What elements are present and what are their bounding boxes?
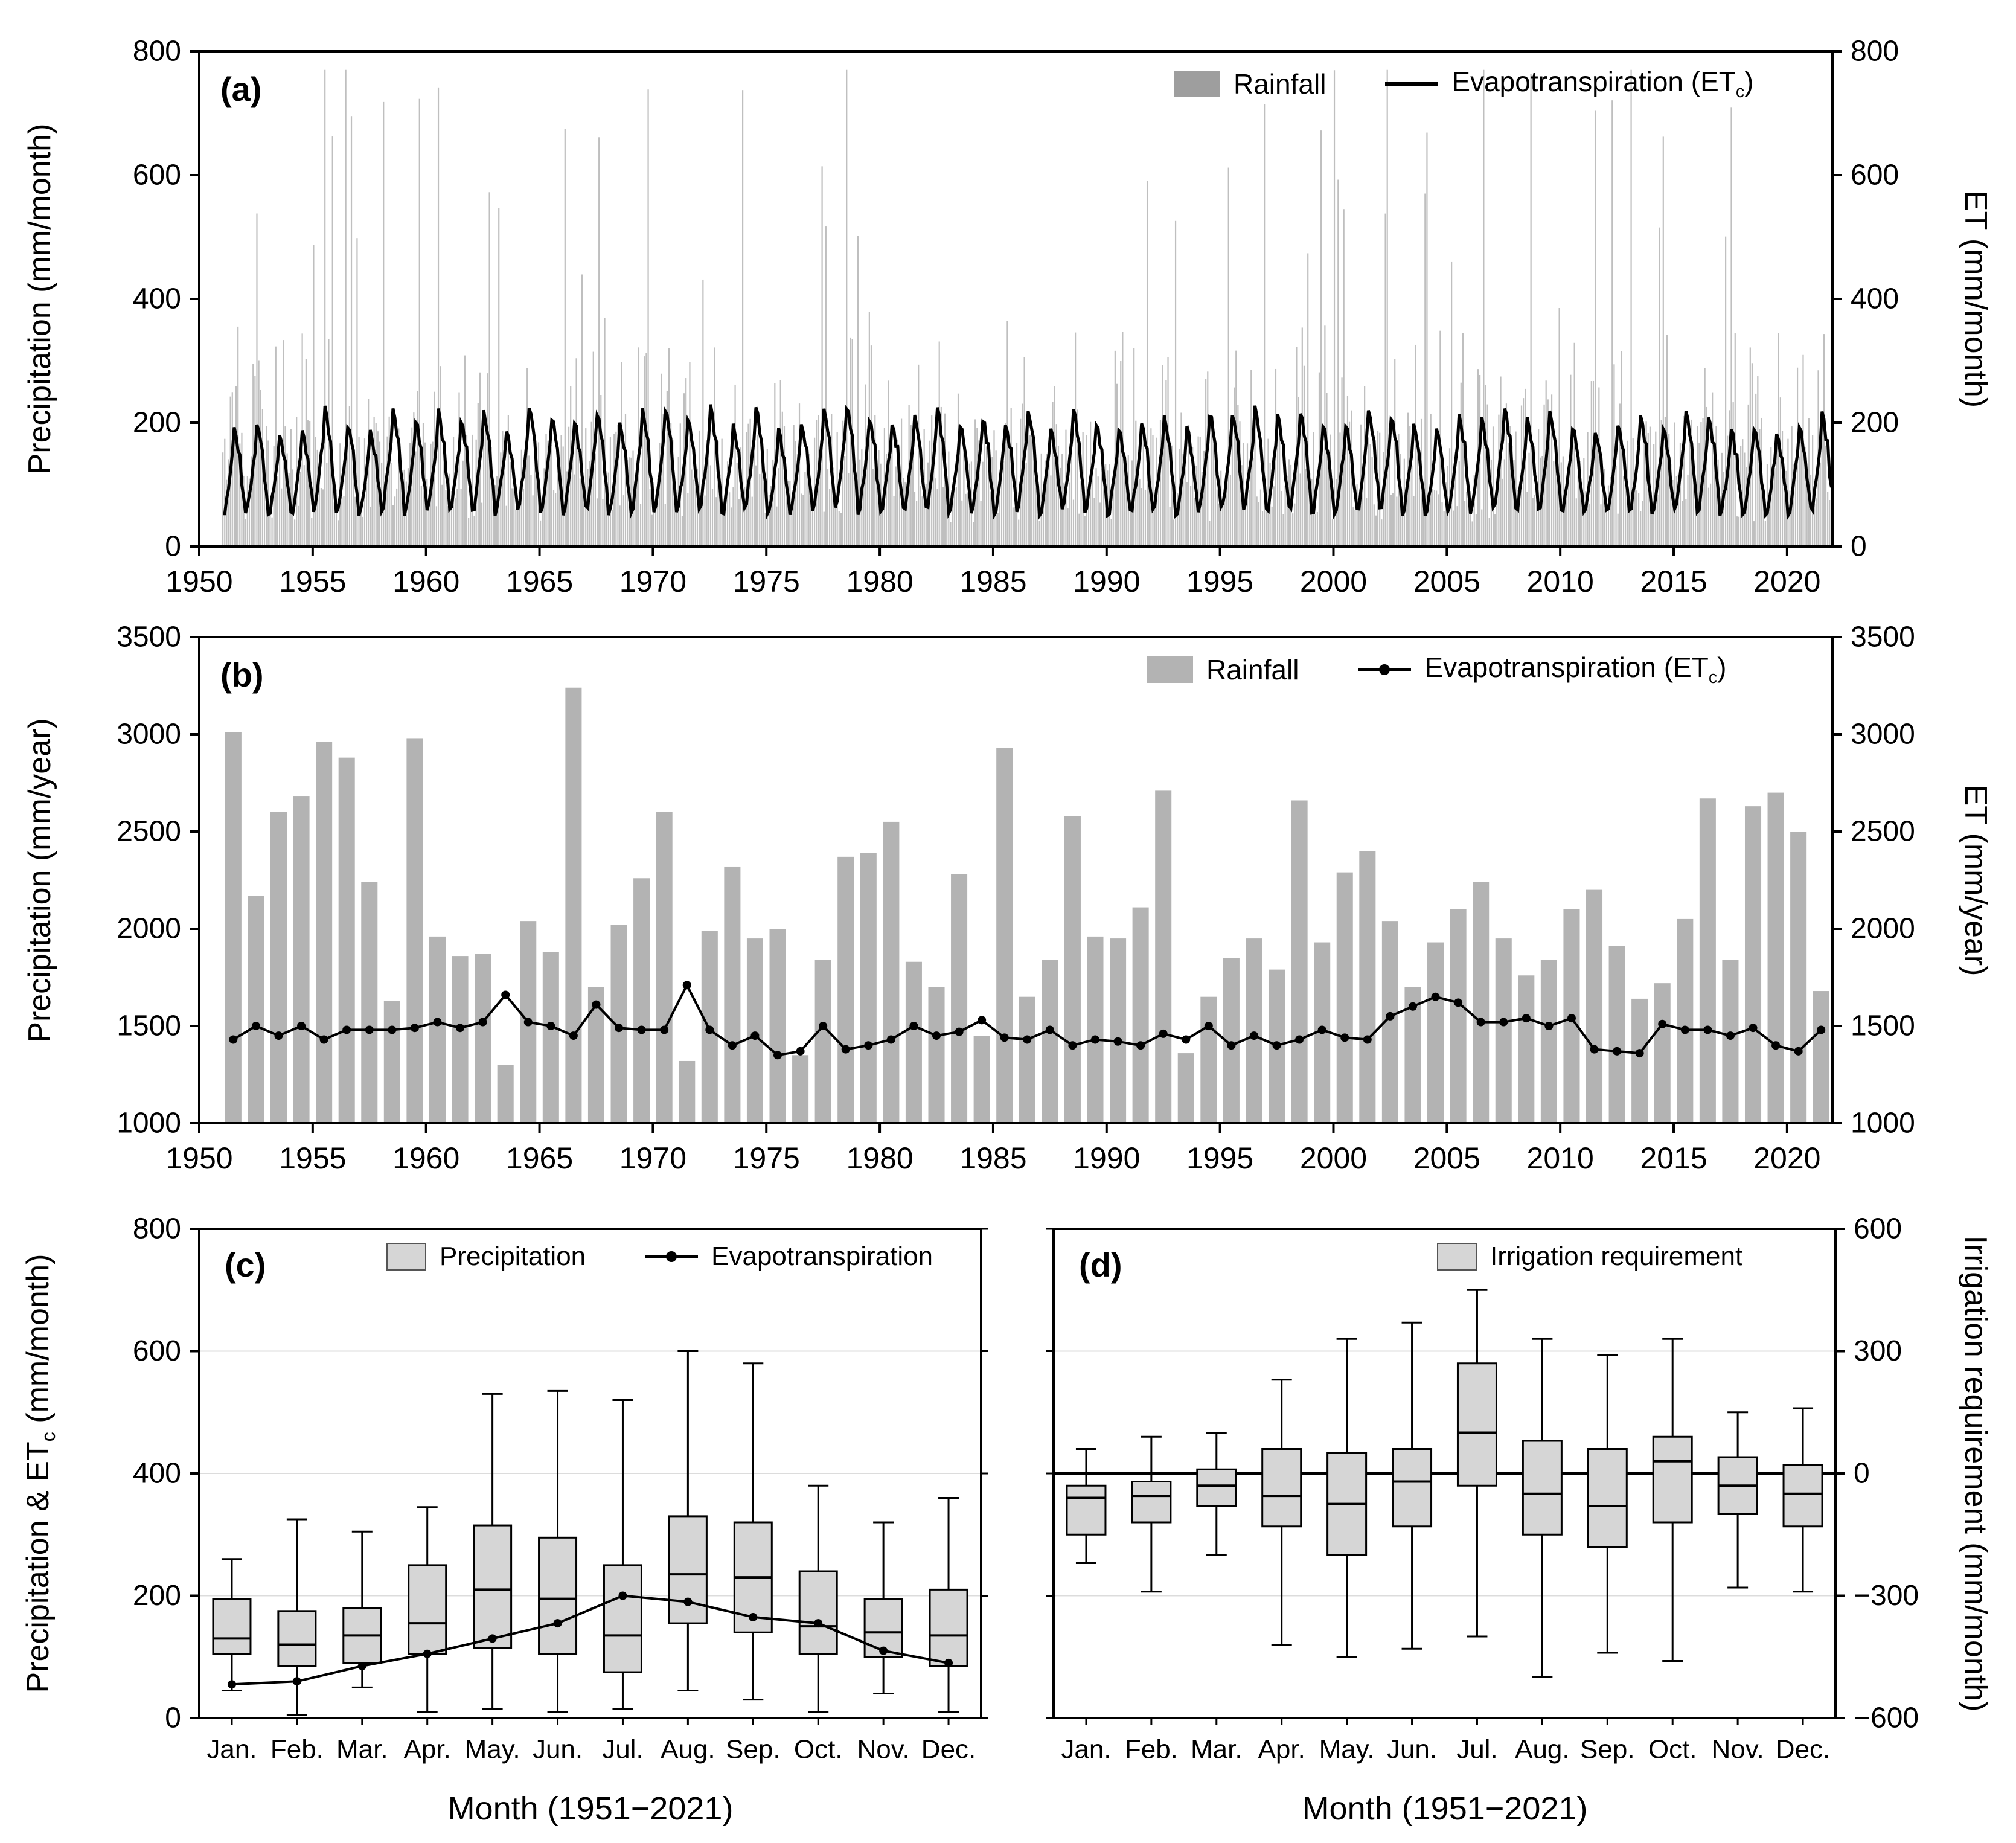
svg-text:600: 600 xyxy=(1851,159,1899,191)
svg-text:0: 0 xyxy=(1854,1457,1870,1490)
svg-text:2015: 2015 xyxy=(1640,1141,1707,1175)
rainfall-swatch xyxy=(1147,656,1193,683)
svg-text:1965: 1965 xyxy=(505,565,574,598)
svg-text:Nov.: Nov. xyxy=(1711,1734,1764,1764)
panel-c-x-title: Month (1951−2021) xyxy=(447,1790,734,1827)
svg-text:−600: −600 xyxy=(1854,1702,1919,1734)
panel-b-legend-et xyxy=(1358,651,1726,688)
svg-text:Nov.: Nov. xyxy=(857,1734,910,1764)
panel-b-y-right-label: ET (mm/year) xyxy=(1958,784,1993,976)
svg-text:0: 0 xyxy=(165,530,181,563)
svg-text:Jul.: Jul. xyxy=(1456,1734,1498,1764)
svg-text:600: 600 xyxy=(1854,1213,1902,1245)
svg-text:2010: 2010 xyxy=(1526,1141,1594,1175)
svg-text:1500: 1500 xyxy=(117,1010,181,1042)
svg-text:400: 400 xyxy=(132,283,181,315)
svg-text:300: 300 xyxy=(1854,1335,1902,1367)
svg-text:Jan.: Jan. xyxy=(206,1734,257,1764)
svg-text:3000: 3000 xyxy=(117,718,181,751)
svg-text:400: 400 xyxy=(132,1457,181,1490)
svg-text:1950: 1950 xyxy=(165,1141,233,1175)
svg-text:2000: 2000 xyxy=(117,912,181,945)
irrigation-legend-label: Irrigation requirement xyxy=(1490,1242,1743,1271)
rainfall-swatch xyxy=(1174,71,1220,97)
precipitation-swatch xyxy=(386,1243,426,1271)
svg-text:800: 800 xyxy=(132,1213,181,1245)
svg-text:1000: 1000 xyxy=(117,1107,181,1139)
et-line-sample xyxy=(1385,82,1438,86)
svg-text:600: 600 xyxy=(132,1335,181,1367)
svg-text:May.: May. xyxy=(464,1734,520,1764)
svg-text:3500: 3500 xyxy=(1851,621,1915,653)
panel-a-y-right-label: ET (mm/month) xyxy=(1958,190,1993,408)
svg-text:Feb.: Feb. xyxy=(1124,1734,1178,1764)
svg-text:2000: 2000 xyxy=(1299,1141,1368,1175)
svg-text:200: 200 xyxy=(132,1580,181,1612)
svg-text:Jun.: Jun. xyxy=(1386,1734,1438,1764)
svg-text:1000: 1000 xyxy=(1851,1107,1915,1139)
panel-a-legend-rainfall xyxy=(1174,68,1326,100)
panel-d-x-title: Month (1951−2021) xyxy=(1302,1790,1588,1827)
svg-text:3500: 3500 xyxy=(117,621,181,653)
svg-text:Feb.: Feb. xyxy=(270,1734,324,1764)
svg-text:2000: 2000 xyxy=(1851,912,1915,945)
svg-text:800: 800 xyxy=(1851,35,1899,68)
rainfall-legend-label: Rainfall xyxy=(1234,68,1326,100)
svg-text:2020: 2020 xyxy=(1753,565,1821,598)
panel-a-letter: (a) xyxy=(220,70,262,108)
svg-text:1955: 1955 xyxy=(279,1141,347,1175)
et-line-dot-sample xyxy=(1358,668,1411,671)
panel-b-legend xyxy=(1147,651,1726,688)
svg-text:Aug.: Aug. xyxy=(661,1734,715,1764)
svg-text:2015: 2015 xyxy=(1640,565,1707,598)
panel-a-legend xyxy=(1174,65,1753,102)
svg-text:1970: 1970 xyxy=(619,565,687,598)
svg-text:0: 0 xyxy=(165,1702,181,1734)
svg-text:3000: 3000 xyxy=(1851,718,1915,751)
svg-text:−300: −300 xyxy=(1854,1580,1919,1612)
svg-text:Jan.: Jan. xyxy=(1061,1734,1112,1764)
svg-text:1995: 1995 xyxy=(1186,565,1254,598)
svg-text:1985: 1985 xyxy=(959,1141,1027,1175)
svg-text:1995: 1995 xyxy=(1186,1141,1254,1175)
svg-text:400: 400 xyxy=(1851,283,1899,315)
et-legend-label: Evapotranspiration $(ET_c)$ xyxy=(1424,652,1727,688)
rainfall-legend-label: Rainfall xyxy=(1206,653,1299,685)
svg-text:May.: May. xyxy=(1319,1734,1375,1764)
svg-text:2500: 2500 xyxy=(117,815,181,848)
panel-c-legend xyxy=(386,1242,933,1272)
panel-c-legend-precip xyxy=(386,1242,586,1272)
svg-text:200: 200 xyxy=(132,406,181,439)
svg-text:Mar.: Mar. xyxy=(336,1734,388,1764)
svg-text:1980: 1980 xyxy=(846,565,914,598)
svg-text:2500: 2500 xyxy=(1851,815,1915,848)
panel-b-y-left-label: Precipitation (mm/year) xyxy=(22,718,57,1043)
irrigation-swatch xyxy=(1437,1243,1477,1271)
svg-text:2020: 2020 xyxy=(1753,1141,1821,1175)
panel-d-y-right-label: Irrigation requirement (mm/month) xyxy=(1958,1235,1993,1712)
svg-text:2000: 2000 xyxy=(1299,565,1368,598)
panel-b-letter: (b) xyxy=(220,656,264,694)
svg-text:Apr.: Apr. xyxy=(1258,1734,1305,1764)
panel-c-letter: (c) xyxy=(225,1246,266,1284)
svg-text:Aug.: Aug. xyxy=(1515,1734,1570,1764)
svg-text:Oct.: Oct. xyxy=(1648,1734,1697,1764)
svg-text:Sep.: Sep. xyxy=(1580,1734,1635,1764)
svg-text:Dec.: Dec. xyxy=(921,1734,976,1764)
panel-b-legend-rainfall xyxy=(1147,653,1299,686)
et-line-dot-sample xyxy=(645,1255,698,1258)
svg-text:600: 600 xyxy=(132,159,181,191)
svg-text:1990: 1990 xyxy=(1073,565,1141,598)
svg-text:Dec.: Dec. xyxy=(1775,1734,1831,1764)
svg-text:2010: 2010 xyxy=(1526,565,1594,598)
svg-text:800: 800 xyxy=(132,35,181,68)
panel-c-y-left-label: Precipitation & $ET_c$ (mm/month) xyxy=(20,1254,60,1693)
svg-text:1975: 1975 xyxy=(732,565,800,598)
et-legend-label: Evapotranspiration $(ET_c)$ xyxy=(1451,66,1754,102)
svg-text:Sep.: Sep. xyxy=(726,1734,781,1764)
svg-text:Mar.: Mar. xyxy=(1191,1734,1243,1764)
svg-text:1955: 1955 xyxy=(279,565,347,598)
svg-text:1960: 1960 xyxy=(392,1141,460,1175)
svg-text:1970: 1970 xyxy=(619,1141,687,1175)
svg-text:Apr.: Apr. xyxy=(403,1734,451,1764)
svg-text:1950: 1950 xyxy=(165,565,233,598)
svg-text:1960: 1960 xyxy=(392,565,460,598)
svg-text:1965: 1965 xyxy=(505,1141,574,1175)
panel-a-legend-et xyxy=(1385,65,1753,102)
panel-c-legend-et xyxy=(645,1242,933,1272)
svg-text:0: 0 xyxy=(1851,530,1867,563)
precipitation-legend-label: Precipitation xyxy=(440,1242,586,1271)
svg-text:2005: 2005 xyxy=(1413,565,1480,598)
svg-text:1980: 1980 xyxy=(846,1141,914,1175)
et-legend-label: Evapotranspiration xyxy=(711,1242,933,1271)
panel-a-y-left-label: Precipitation (mm/month) xyxy=(22,123,57,475)
svg-text:200: 200 xyxy=(1851,406,1899,439)
panel-d-letter: (d) xyxy=(1079,1246,1122,1284)
svg-text:1985: 1985 xyxy=(959,565,1027,598)
svg-text:Oct.: Oct. xyxy=(793,1734,843,1764)
svg-text:Jul.: Jul. xyxy=(602,1734,644,1764)
svg-text:1990: 1990 xyxy=(1073,1141,1141,1175)
svg-text:1500: 1500 xyxy=(1851,1010,1915,1042)
panel-d-legend-irrigation xyxy=(1437,1242,1742,1272)
svg-text:2005: 2005 xyxy=(1413,1141,1480,1175)
svg-text:1975: 1975 xyxy=(732,1141,800,1175)
svg-text:Jun.: Jun. xyxy=(532,1734,583,1764)
panel-d-legend xyxy=(1437,1242,1742,1272)
